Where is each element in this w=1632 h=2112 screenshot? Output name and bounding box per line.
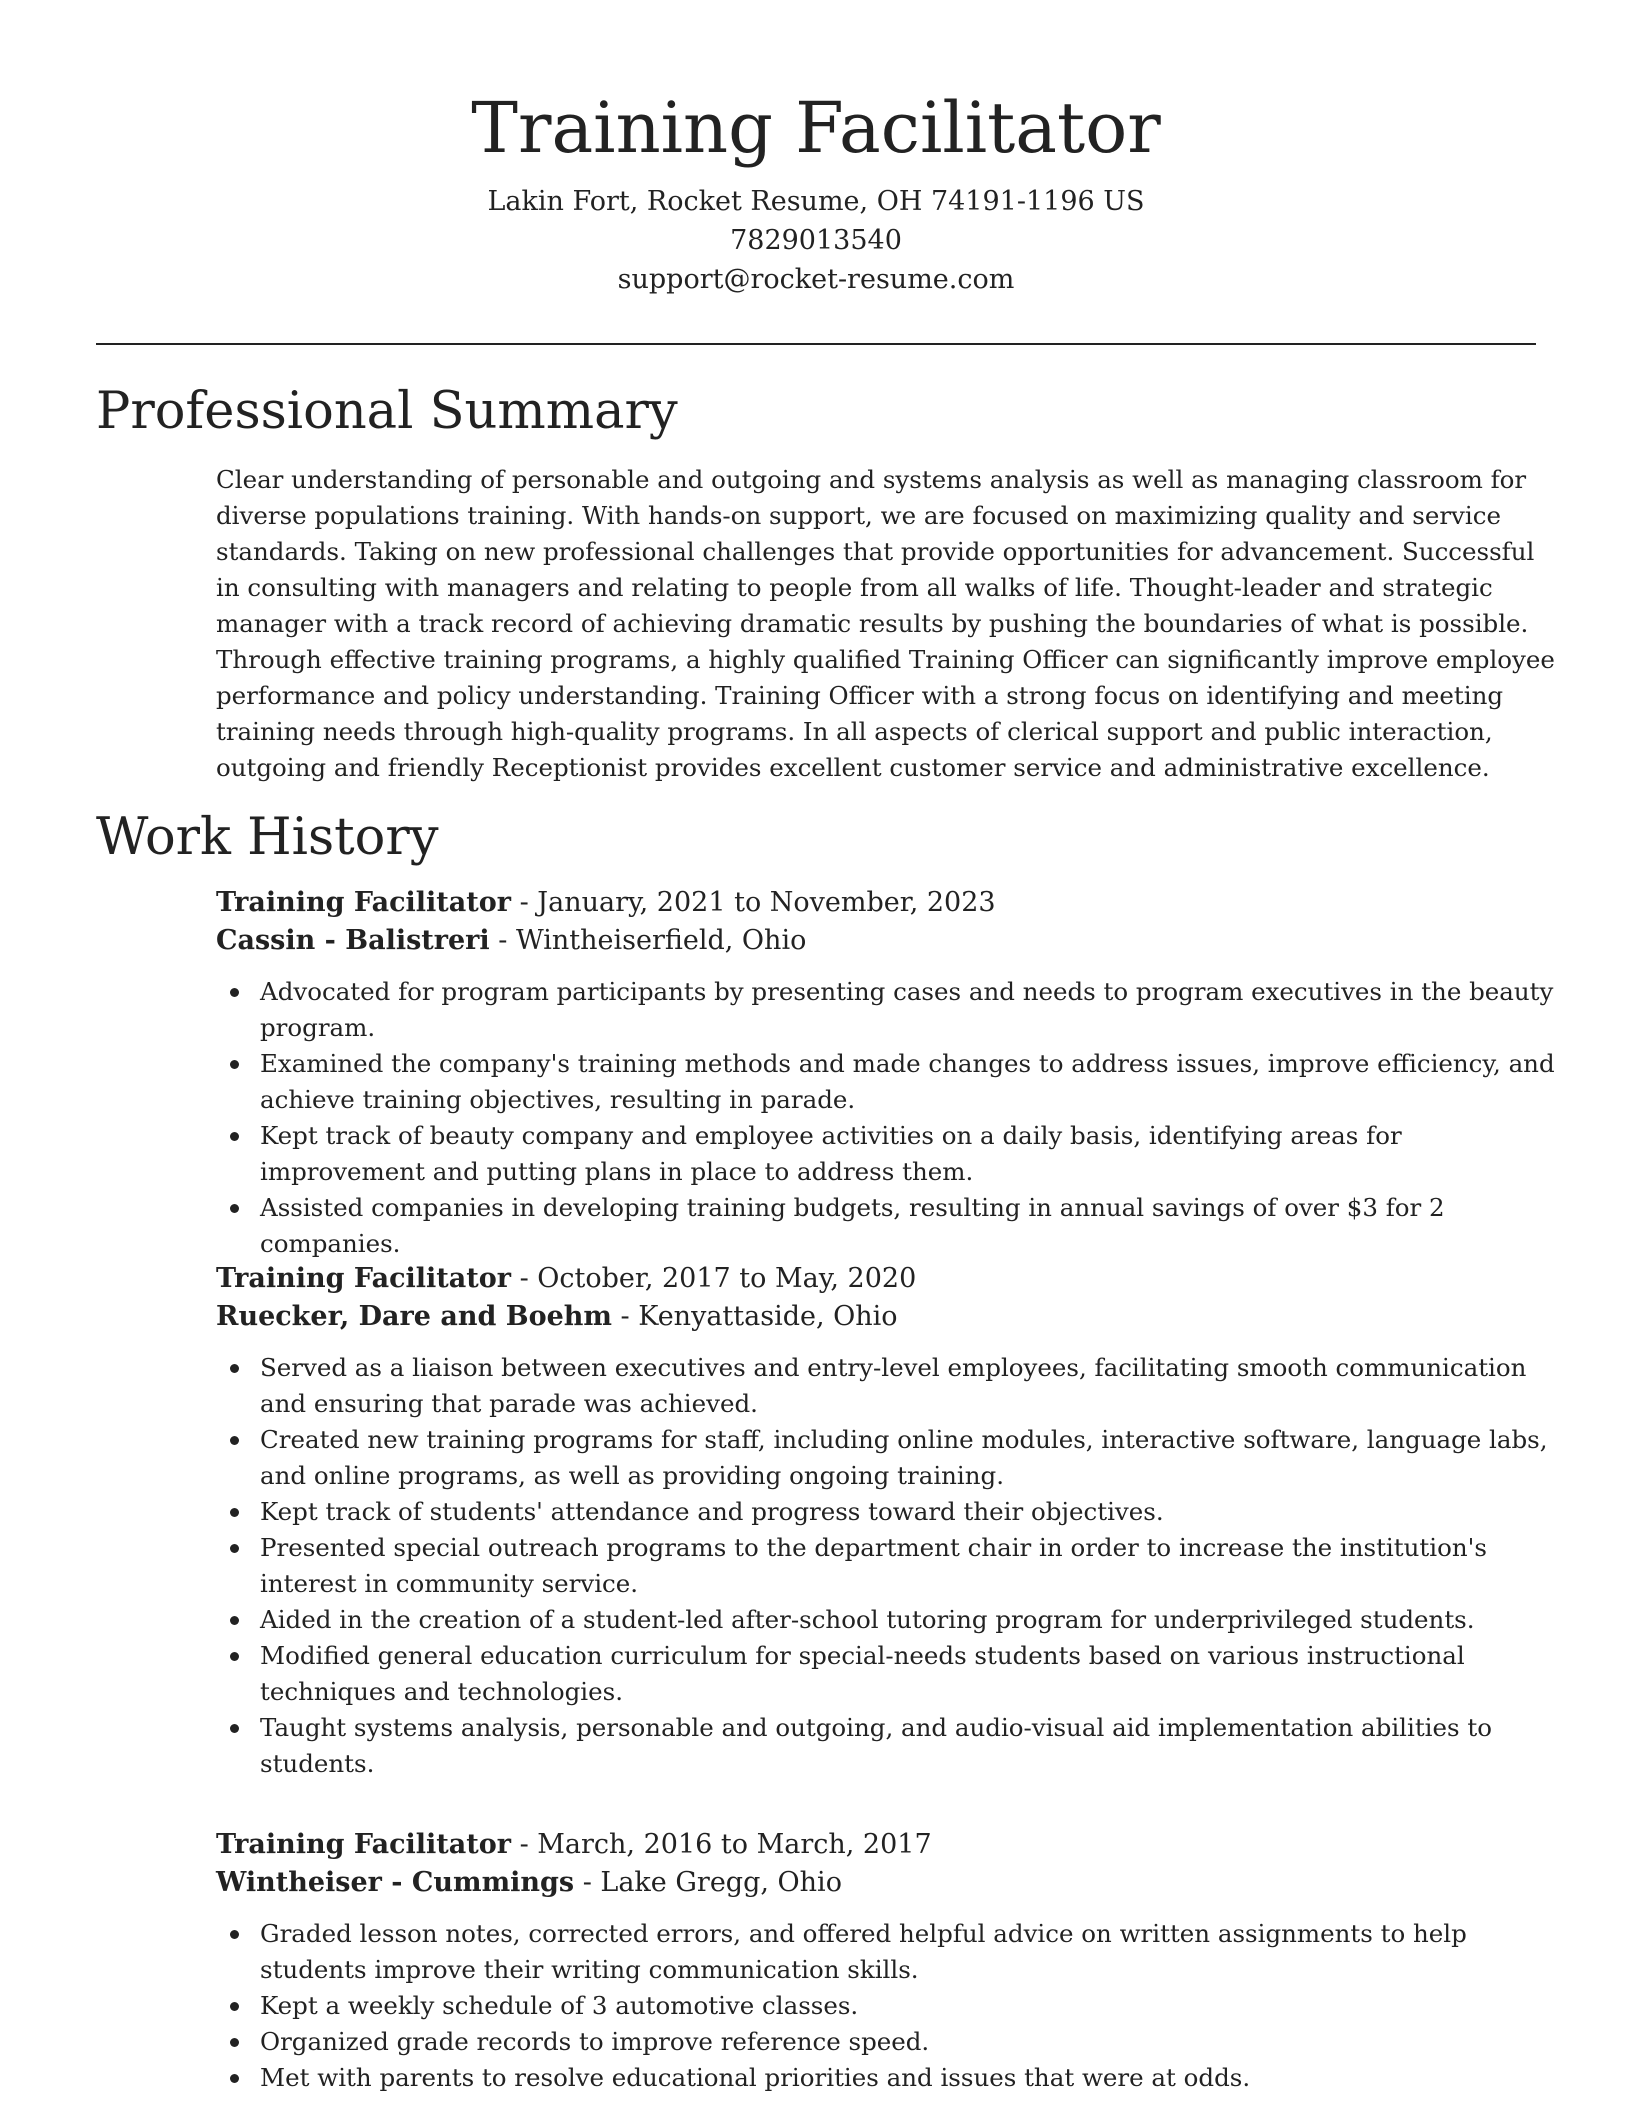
summary-text: Clear understanding of personable and outgoing and systems analysis as well as managing classroom for diverse populations training. With hands-on support, we are focused on maximizing quality and service standards. Taking on new professional challenges that provide opportunities for advancement. Successful in consulting with managers and relating to people from all walks of life. Thought-leader and strategic manager with a track record of achieving dramatic results by pushing the boundaries of what is possible. Through effective training programs, a highly qualified Training Officer can significantly improve employee performance and policy understanding. Training Officer with a strong focus on identifying and meeting training needs through high-quality programs. In all aspects of clerical support and public interaction, outgoing and friendly Receptionist provides excellent customer service and administrative excellence. [216, 465, 1555, 782]
job-bullet-list [216, 974, 1556, 1262]
job-entry [216, 1826, 1556, 2096]
address: Lakin Fort, Rocket Resume, OH 74191-1196 US [487, 186, 1145, 217]
job-location: - Kenyattaside, Ohio [611, 1301, 898, 1332]
job-company-line [216, 1298, 1556, 1336]
resume-header [0, 84, 1632, 299]
job-bullet: Taught systems analysis, personable and outgoing, and audio-visual aid implementation abilities to students. [260, 1710, 1556, 1782]
job-location: - Lake Gregg, Ohio [574, 1867, 842, 1898]
job-bullet: Assisted companies in developing training budgets, resulting in annual savings of over $3 for 2 companies. [260, 1190, 1556, 1262]
job-bullet: Modified general education curriculum for special-needs students based on various instructional techniques and technologies. [260, 1638, 1556, 1710]
job-position: Training Facilitator [216, 1829, 511, 1860]
job-bullet: Graded lesson notes, corrected errors, and offered helpful advice on written assignments to help students improve their writing communication skills. [260, 1916, 1556, 1988]
job-dates: - March, 2016 to March, 2017 [510, 1829, 932, 1860]
job-title-line [216, 1260, 1556, 1298]
job-bullet: Kept a weekly schedule of 3 automotive classes. [260, 1988, 1556, 2024]
job-bullet-list [216, 1350, 1556, 1782]
job-bullet: Kept track of beauty company and employee activities on a daily basis, identifying areas for improvement and putting plans in place to address them. [260, 1118, 1556, 1190]
job-bullet: Created new training programs for staff, including online modules, interactive software, language labs, and online programs, as well as providing ongoing training. [260, 1422, 1556, 1494]
job-bullet: Served as a liaison between executives and entry-level employees, facilitating smooth communication and ensuring that parade was achieved. [260, 1350, 1556, 1422]
job-bullet: Organized grade records to improve reference speed. [260, 2024, 1556, 2060]
job-company-line [216, 922, 1556, 960]
work-history-heading: Work History [96, 808, 439, 867]
job-position: Training Facilitator [216, 1263, 511, 1294]
phone-number: 7829013540 [730, 225, 902, 256]
job-company: Ruecker, Dare and Boehm [216, 1301, 612, 1332]
job-company-line [216, 1864, 1556, 1902]
job-bullet: Aided in the creation of a student-led after-school tutoring program for underprivileged students. [260, 1602, 1556, 1638]
job-company: Wintheiser - Cummings [216, 1867, 575, 1898]
job-dates: - October, 2017 to May, 2020 [510, 1263, 917, 1294]
email-address: support@rocket-resume.com [617, 264, 1015, 295]
job-entry [216, 884, 1556, 1262]
summary-heading: Professional Summary [96, 382, 678, 441]
job-bullet: Met with parents to resolve educational priorities and issues that were at odds. [260, 2060, 1556, 2096]
job-bullet: Presented special outreach programs to the department chair in order to increase the institution's interest in community service. [260, 1530, 1556, 1602]
job-title-line [216, 1826, 1556, 1864]
header-divider [96, 343, 1536, 345]
job-entry [216, 1260, 1556, 1782]
job-title-line [216, 884, 1556, 922]
job-company: Cassin - Balistreri [216, 925, 490, 956]
job-bullet-list [216, 1916, 1556, 2096]
job-position: Training Facilitator [216, 887, 511, 918]
job-location: - Wintheiserfield, Ohio [489, 925, 807, 956]
job-bullet: Kept track of students' attendance and progress toward their objectives. [260, 1494, 1556, 1530]
job-bullet: Advocated for program participants by presenting cases and needs to program executives in the beauty program. [260, 974, 1556, 1046]
job-dates: - January, 2021 to November, 2023 [510, 887, 996, 918]
candidate-name: Training Facilitator [471, 87, 1161, 169]
job-bullet: Examined the company's training methods and made changes to address issues, improve efficiency, and achieve training objectives, resulting in parade. [260, 1046, 1556, 1118]
